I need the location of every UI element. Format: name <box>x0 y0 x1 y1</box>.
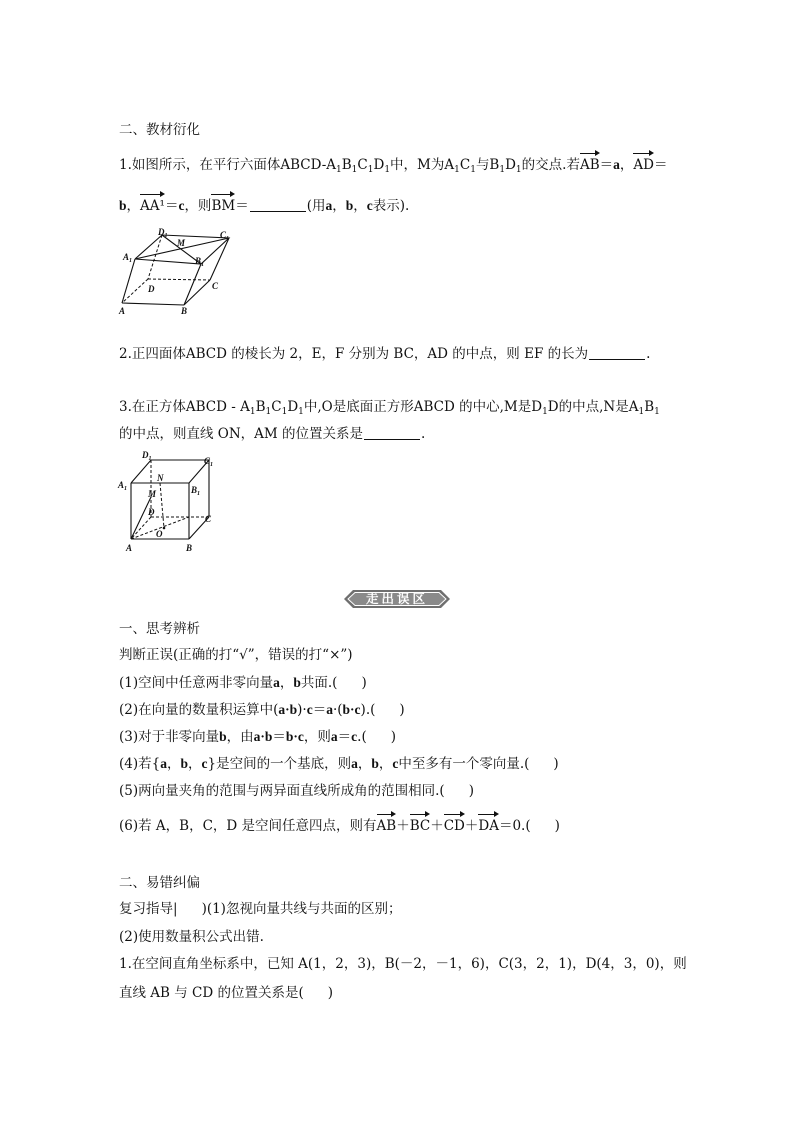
subscript: 1 <box>515 165 522 175</box>
subscript: 1 <box>638 407 645 417</box>
q1-line-2 <box>119 197 409 215</box>
review-guide: 复习指导| )(1)忽视向量共线与共面的区别； <box>119 901 402 917</box>
subscript: 1 <box>542 407 548 417</box>
judge-item-3: (3)对于非零向量b，由a·b＝b·c，则a＝c.( ) <box>119 729 397 745</box>
q3-text: 3.在正方体ABCD ‐ A <box>119 399 250 415</box>
label-m: M <box>148 489 157 499</box>
judge-item-5: (5)两向量夹角的范围与两异面直线所成角的范围相同.( ) <box>119 783 474 799</box>
q3-line-2 <box>119 425 425 443</box>
label-b: B <box>186 543 193 553</box>
label-n: N <box>157 473 164 483</box>
q1-text: 的交点.若 <box>521 157 580 173</box>
label-b1: $B_1$ <box>191 485 201 497</box>
q1-text: ＝ <box>164 198 179 214</box>
vector-aa1: AA¹ <box>140 198 165 214</box>
label-d1: $D_1$ <box>142 450 152 462</box>
cube-figure <box>118 448 223 554</box>
label-a: A <box>119 306 126 316</box>
answer-blank[interactable] <box>589 346 645 360</box>
q1-text: ＝ <box>599 157 614 173</box>
q3-line-1 <box>119 398 660 418</box>
q2-text: . <box>646 346 651 362</box>
judge-item-6: (6)若 A，B，C，D 是空间任意四点，则有AB＋BC＋CD＋DA＝0.( ) <box>119 818 560 834</box>
label-m: M <box>177 238 186 248</box>
subscript: 1 <box>249 407 256 417</box>
banner-text: 走出误区 <box>365 591 428 606</box>
q1-text: D <box>373 157 385 173</box>
q1-text: ＝ <box>235 198 249 214</box>
label-a: A <box>126 543 133 553</box>
q3-text: B <box>255 399 266 415</box>
q1-text: (用 <box>306 198 326 214</box>
q1-text: 表示). <box>372 198 410 214</box>
label-d: D <box>148 507 155 517</box>
q1-text: ， <box>332 198 346 214</box>
var-a: a <box>613 157 620 172</box>
q1-text: ， <box>126 198 141 214</box>
var-a: a <box>325 198 333 213</box>
subscript: 1 <box>265 407 272 417</box>
label-a1: $A_1$ <box>118 480 128 492</box>
q1-text: ＝ <box>653 157 668 173</box>
q1-text: C <box>459 157 471 173</box>
q2-line <box>119 345 650 363</box>
q1-text: ， <box>619 157 634 173</box>
section-heading-mistakes: 二、易错纠偏 <box>119 875 200 891</box>
q3-text: D <box>287 399 299 415</box>
q1-text: 与B <box>475 157 500 173</box>
q3-text: B <box>644 399 655 415</box>
parallelepiped-figure <box>115 226 240 318</box>
label-d: D <box>148 284 155 294</box>
mistake-q1-line-1: 1.在空间直角坐标系中，已知 A(1，2，3)，B(－2，－1，6)，C(3，2，1)，D(4，3，0)，则 <box>119 956 687 972</box>
label-c: C <box>205 514 212 524</box>
q3-text: C <box>271 399 282 415</box>
vector-cd: CD <box>443 818 465 834</box>
q3-text: D的中点,N是A <box>547 399 639 415</box>
subscript: 1 <box>367 165 374 175</box>
vector-bm: BM <box>211 198 236 214</box>
subscript: 1 <box>470 165 476 175</box>
vector-ab: AB <box>376 818 397 834</box>
var-b: b <box>345 198 354 213</box>
var-c: c <box>178 198 185 213</box>
judge-item-1: (1)空间中任意两非零向量a，b共面.( ) <box>119 675 367 691</box>
q3-text: 中,O是底面正方形ABCD 的中心,M是D <box>303 399 543 415</box>
subscript: 1 <box>654 407 660 417</box>
q3-text: . <box>421 426 426 442</box>
answer-blank[interactable] <box>250 198 306 212</box>
label-b1: $B_1$ <box>195 256 205 268</box>
q1-text: B <box>341 157 352 173</box>
vector-da: DA <box>478 818 499 834</box>
label-b: B <box>181 306 188 316</box>
subscript: 1 <box>499 165 506 175</box>
label-c1: $C_1$ <box>220 230 230 242</box>
mistake-q1-line-2: 直线 AB 与 CD 的位置关系是( ) <box>119 985 334 1001</box>
var-b: b <box>119 198 127 213</box>
vector-bc: BC <box>409 818 431 834</box>
q1-text: ， <box>353 198 367 214</box>
subscript: 1 <box>454 165 460 175</box>
subscript: 1 <box>384 165 391 175</box>
q3-text: 的中点，则直线 ON，AM 的位置关系是 <box>119 426 364 442</box>
subscript: 1 <box>336 165 342 175</box>
q1-text: D <box>505 157 516 173</box>
q2-text: 2.正四面体ABCD 的棱长为 2，E，F 分别为 BC，AD 的中点，则 EF 的长为 <box>119 346 589 362</box>
q1-line-1 <box>119 156 667 176</box>
label-d1: $D_1$ <box>158 227 168 239</box>
q1-text: 中，M为A <box>390 157 455 173</box>
vector-ad: AD <box>633 157 654 173</box>
label-a1: $A_1$ <box>123 252 133 264</box>
answer-blank[interactable] <box>364 426 420 440</box>
judge-item-4: (4)若{a，b，c}是空间的一个基底，则a，b，c中至多有一个零向量.( ) <box>119 756 559 772</box>
q1-text: C <box>357 157 368 173</box>
subscript: 1 <box>281 407 288 417</box>
q1-text: ，则 <box>184 198 212 214</box>
subscript: 1 <box>351 165 358 175</box>
label-c: C <box>212 281 219 291</box>
section-banner <box>343 589 451 609</box>
review-guide-2: (2)使用数量积公式出错. <box>119 929 264 945</box>
judge-item-2: (2)在向量的数量积运算中(a·b)·c＝a·(b·c).( ) <box>119 702 405 718</box>
label-o: O <box>156 529 163 539</box>
section-heading-thinking: 一、思考辨析 <box>119 621 200 637</box>
instructions: 判断正误(正确的打“√”，错误的打“×”) <box>119 647 353 663</box>
q1-text: 1.如图所示，在平行六面体ABCD-A <box>119 157 337 173</box>
label-c1: $C_1$ <box>204 456 214 468</box>
vector-ab: AB <box>579 157 600 173</box>
var-c: c <box>366 198 373 213</box>
section-heading-textbook: 二、教材衍化 <box>119 122 200 138</box>
subscript: 1 <box>298 407 304 417</box>
